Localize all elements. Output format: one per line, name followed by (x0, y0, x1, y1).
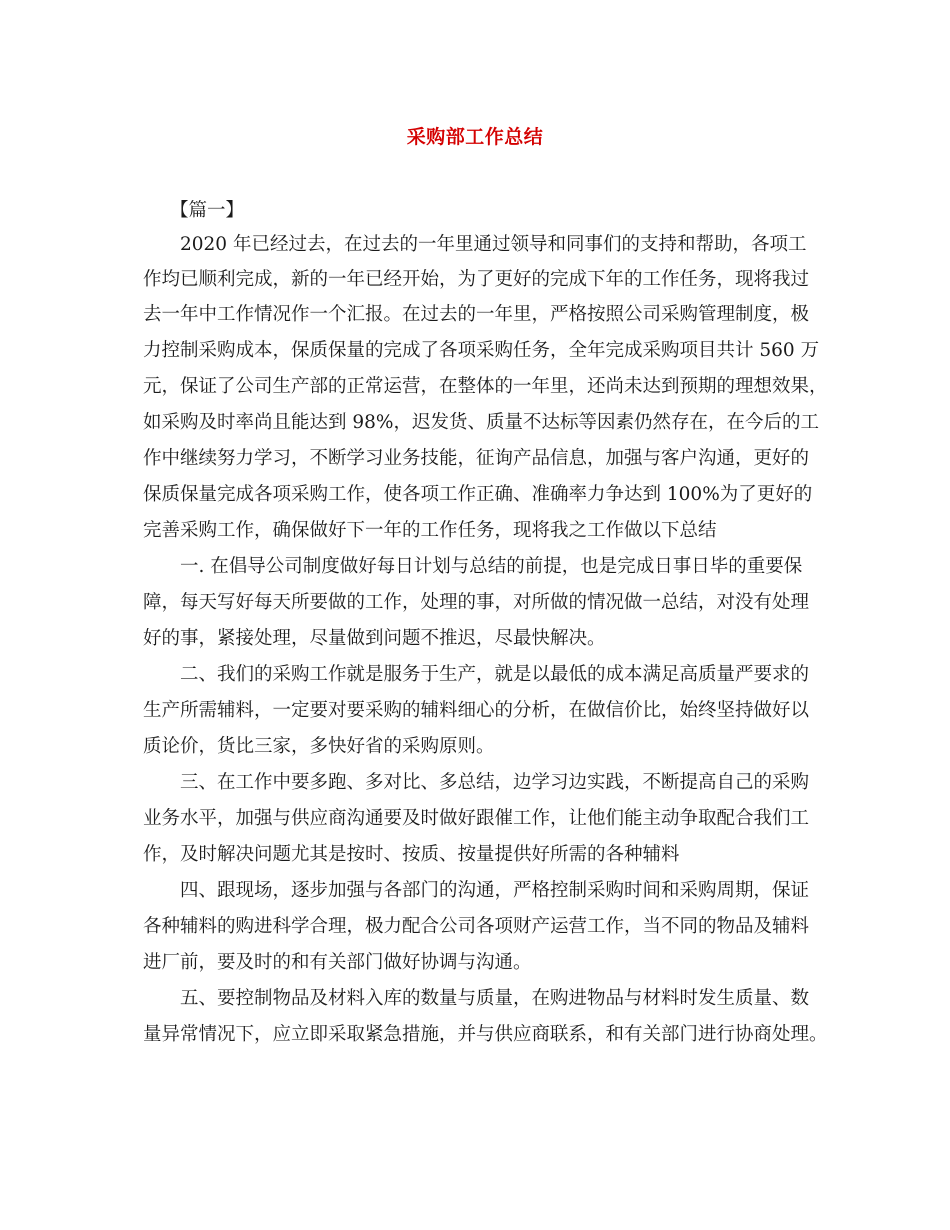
paragraph-line: 四、跟现场，逐步加强与各部门的沟通，严格控制采购时间和采购周期，保证 (180, 880, 810, 901)
paragraph-line: 五、要控制物品及材料入库的数量与质量，在购进物品与材料时发生质量、数 (180, 988, 810, 1009)
paragraph-line: 质论价，货比三家，多快好省的采购原则。 (143, 736, 495, 757)
paragraph-line: 元，保证了公司生产部的正常运营，在整体的一年里，还尚未达到预期的理想效果， (143, 376, 828, 397)
paragraph-line: 进厂前，要及时的和有关部门做好协调与沟通。 (143, 952, 532, 973)
paragraph-line: 好的事，紧接处理，尽量做到问题不推迟，尽最快解决。 (143, 628, 606, 649)
paragraph-line: 二、我们的采购工作就是服务于生产，就是以最低的成本满足高质量严要求的 (180, 664, 810, 685)
paragraph-line: 作均已顺利完成，新的一年已经开始，为了更好的完成下年的工作任务，现将我过 (143, 269, 810, 290)
section-heading: 【篇一】 (170, 200, 245, 221)
paragraph-line: 如采购及时率尚且能达到 98%，迟发货、质量不达标等因素仍然存在，在今后的工 (143, 412, 820, 433)
document-title: 采购部工作总结 (406, 126, 544, 148)
paragraph-line: 各种辅料的购进科学合理，极力配合公司各项财产运营工作，当不同的物品及辅料 (143, 916, 810, 937)
paragraph-line: 2020 年已经过去，在过去的一年里通过领导和同事们的支持和帮助，各项工 (180, 234, 807, 255)
paragraph-line: 完善采购工作，确保做好下一年的工作任务，现将我之工作做以下总结 (143, 520, 717, 541)
paragraph-line: 业务水平，加强与供应商沟通要及时做好跟催工作，让他们能主动争取配合我们工 (143, 808, 810, 829)
paragraph-line: 去一年中工作情况作一个汇报。在过去的一年里，严格按照公司采购管理制度，极 (143, 304, 810, 325)
paragraph-line: 量异常情况下，应立即采取紧急措施，并与供应商联系，和有关部门进行协商处理。 (143, 1024, 828, 1045)
paragraph-line: 三、在工作中要多跑、多对比、多总结，边学习边实践，不断提高自己的采购 (180, 772, 810, 793)
paragraph-line: 障，每天写好每天所要做的工作，处理的事，对所做的情况做一总结，对没有处理 (143, 592, 810, 613)
paragraph-line: 作中继续努力学习，不断学习业务技能，征询产品信息，加强与客户沟通，更好的 (143, 448, 810, 469)
paragraph-line: 生产所需辅料，一定要对要采购的辅料细心的分析，在做信价比，始终坚持做好以 (143, 700, 810, 721)
paragraph-line: 保质保量完成各项采购工作，使各项工作正确、准确率力争达到 100%为了更好的 (143, 484, 813, 505)
paragraph-line: 作，及时解决问题尤其是按时、按质、按量提供好所需的各种辅料 (143, 844, 680, 865)
paragraph-line: 一. 在倡导公司制度做好每日计划与总结的前提，也是完成日事日毕的重要保 (180, 556, 803, 577)
paragraph-line: 力控制采购成本，保质保量的完成了各项采购任务，全年完成采购项目共计 560 万 (143, 340, 820, 361)
